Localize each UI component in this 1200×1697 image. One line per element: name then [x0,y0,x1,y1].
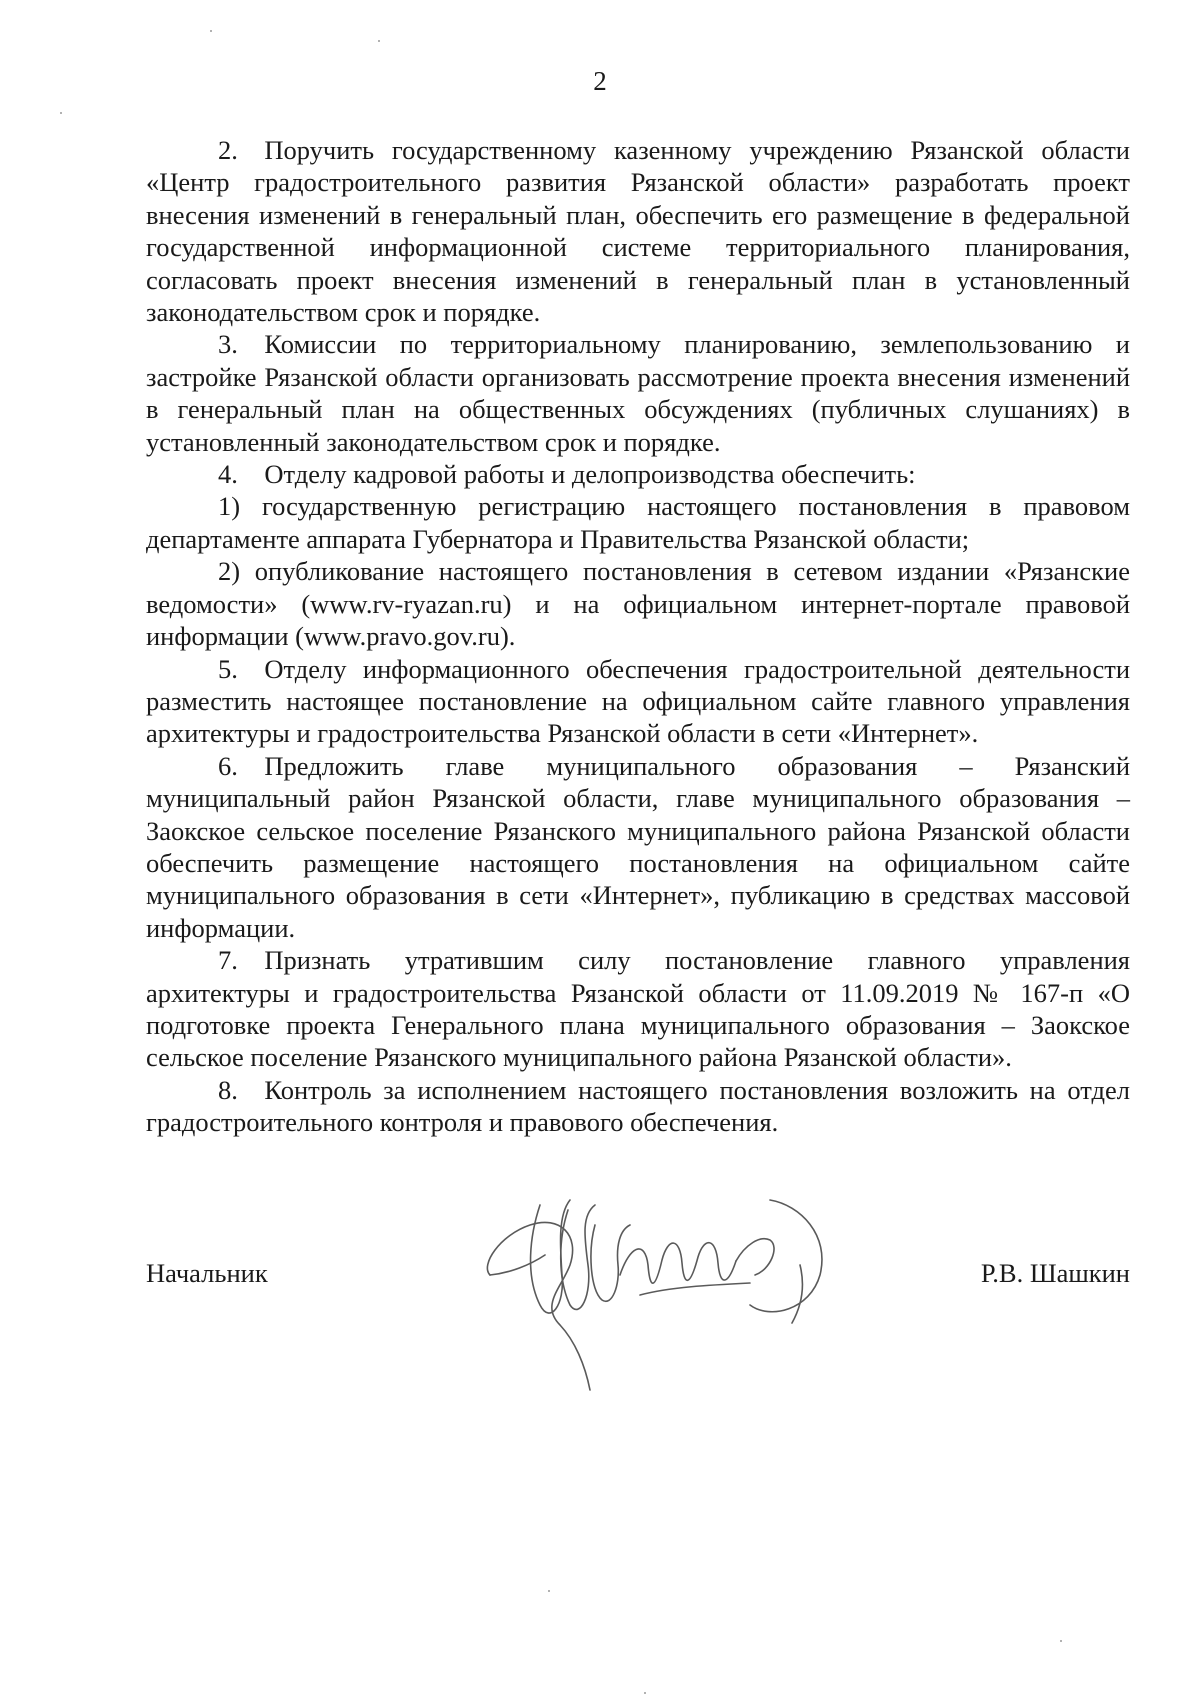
page-number: 2 [593,66,607,96]
scan-speck [378,40,380,42]
paragraph-4: 4. Отделу кадровой работы и делопроизводства обеспечить: [218,459,916,490]
paragraph-5: 5. Отделу информационного обеспечения градостроительной деятельности разместить настоящее постановление на официальном сайте главного управления архитектуры и градостроительства Рязанской области в сети «Интернет». [146,653,1130,749]
paragraph-7: 7. Признать утратившим силу постановление главного управления архитектуры и градостроительства Рязанской области от 11.09.2019 № 167-п «О подготовке проекта Генерального плана муниципального образования – Заокское сельское поселение Рязанского муниципального района Рязанской области». [146,945,1130,1073]
scan-speck [548,1590,550,1592]
paragraph-4-2: 2) опубликование настоящего постановления в сетевом издании «Рязанские ведомости» (www.rv-ryazan.ru) и на официальном интернет-портале правовой информации (www.pravo.gov.ru). [146,556,1130,652]
paragraph-6: 6. Предложить главе муниципального образования – Рязанский муниципальный район Рязанской области, главе муниципального образования – Заокское сельское поселение Рязанского муниципального района Рязанской области обеспечить размещение настоящего постановления на официальном сайте муниципального образования в сети «Интернет», публикацию в средствах массовой информации. [146,750,1130,943]
paragraph-2: 2. Поручить государственному казенному учреждению Рязанской области «Центр градостроительного развития Рязанской области» разработать проект внесения изменений в генеральный план, обеспечить его размещение в федеральной государственной информационной системе территориального планирования, согласовать проект внесения изменений в генеральный план в установленный законодательством срок и порядке. [146,135,1130,328]
signature-block [146,1258,1130,1298]
scan-speck [1060,1640,1062,1642]
signatory-name: Р.В. Шашкин [980,1258,1130,1288]
scan-speck [60,112,62,114]
scan-speck [644,1692,646,1694]
signatory-title: Начальник [146,1258,268,1288]
scan-speck [210,30,212,32]
paragraph-3: 3. Комиссии по территориальному планированию, землепользованию и застройке Рязанской области организовать рассмотрение проекта внесения изменений в генеральный план на общественных обсуждениях (публичных слушаниях) в установленный законодательством срок и порядке. [146,329,1130,457]
paragraph-8: 8. Контроль за исполнением настоящего постановления возложить на отдел градостроительного контроля и правового обеспечения. [146,1074,1130,1138]
paragraph-4-1: 1) государственную регистрацию настоящего постановления в правовом департаменте аппарата Губернатора и Правительства Рязанской области; [146,491,1130,554]
document-body [146,134,1130,1139]
